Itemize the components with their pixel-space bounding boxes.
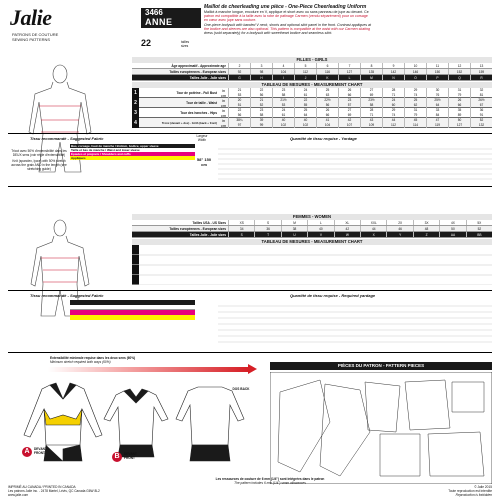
bust-label: Tour de poitrine - Full Bust xyxy=(176,91,217,95)
age-cell: 3 xyxy=(250,63,272,68)
women-eu-size-cell: 40 xyxy=(307,226,333,231)
hips-cm-cell: 58 xyxy=(250,113,272,118)
bust-in-cell: 26 xyxy=(338,88,360,93)
hips-in-cell: 26 xyxy=(316,108,338,113)
back-view-label: DOS BACK xyxy=(232,387,250,391)
girth-cm-cell: 102 xyxy=(294,123,316,128)
bust-cm-cell: 61 xyxy=(294,93,316,98)
sizes-fr: tailles xyxy=(181,40,190,44)
badge-3: 3 xyxy=(132,108,139,118)
girth-in-cell: 50 xyxy=(448,118,470,123)
jalie-size-cell: G xyxy=(228,75,250,80)
bust-cm-cell: 66 xyxy=(338,93,360,98)
jalie-size-cell: I xyxy=(272,75,294,80)
eu-size-cell: 159 xyxy=(470,69,492,74)
us-size-cell: XL xyxy=(334,220,360,225)
eu-size-cell: 135 xyxy=(360,69,382,74)
women-eu-size-cell: 38 xyxy=(281,226,307,231)
girth-in-cell: 39 xyxy=(250,118,272,123)
footer-url[interactable]: www.jalie.com xyxy=(8,493,29,497)
women-fabric-list xyxy=(70,300,195,320)
hips-in-cell: 23 xyxy=(250,108,272,113)
women-jalie-size-cell: AA xyxy=(439,232,465,237)
waist-cm-cell: 60 xyxy=(382,103,404,108)
view-b-caption xyxy=(124,453,137,460)
girls-measurements xyxy=(132,88,492,128)
age-cell: 8 xyxy=(360,63,382,68)
hips-in-cell: 28 xyxy=(360,108,382,113)
stretch-arrow-icon xyxy=(248,364,257,374)
bust-in-cell: 23 xyxy=(272,88,294,93)
hips-label: Tour des hanches - Hips xyxy=(180,111,217,115)
waist-in-cell: 25½ xyxy=(426,98,448,103)
hips-cm-cell: 64 xyxy=(294,113,316,118)
jalie-size-cell: N xyxy=(382,75,404,80)
jalie-size-cell: R xyxy=(470,75,492,80)
women-yardage-grid xyxy=(218,300,492,348)
women-jalie-size-cell: S xyxy=(228,232,254,237)
hips-in-cell: 27 xyxy=(338,108,360,113)
waist-in-cell: 21 xyxy=(250,98,272,103)
bust-in-cell: 28 xyxy=(382,88,404,93)
us-label: Tailles USA - US Sizes xyxy=(192,221,226,225)
girth-cm-cell: 127 xyxy=(448,123,470,128)
waist-cm-cell: 52 xyxy=(250,103,272,108)
brand-subtitle xyxy=(12,32,58,42)
girls-size-table xyxy=(132,63,492,81)
us-size-cell: XXL xyxy=(360,220,386,225)
girth-in-cell: 44 xyxy=(382,118,404,123)
desc-fr-3: en cœur avec jupe sans couture. xyxy=(204,18,257,23)
waist-in-cell: 23 xyxy=(338,98,360,103)
waist-cm-cell: 56 xyxy=(316,103,338,108)
waist-in-cell: 22 xyxy=(294,98,316,103)
view-a-badge: A xyxy=(22,447,32,457)
girth-in-cell: 45 xyxy=(404,118,426,123)
girth-cm-cell: 109 xyxy=(360,123,382,128)
women-jalie-row xyxy=(132,232,492,238)
pattern-title: Maillot de cheerleading une pièce - One-Piece Cheerleading Uniform xyxy=(204,4,367,10)
stretch-en: Minimum stretch required both ways (60%) xyxy=(50,360,111,364)
girth-cm-cell: 107 xyxy=(338,123,360,128)
women-measure-grid xyxy=(132,245,492,285)
footer-right xyxy=(390,485,492,497)
age-cells xyxy=(228,63,492,68)
waist-cm-cell: 66 xyxy=(448,103,470,108)
waist-in-cell: 22½ xyxy=(316,98,338,103)
age-cell: 7 xyxy=(338,63,360,68)
waist-cm-cell: 64 xyxy=(426,103,448,108)
bust-cm-cell: 71 xyxy=(382,93,404,98)
girth-in-cell: 40 xyxy=(294,118,316,123)
footer-forbidden-fr: Toute reproduction est interdite xyxy=(448,489,492,493)
eu-size-cell: 127 xyxy=(338,69,360,74)
girls-width-header: Largeur Width xyxy=(196,134,208,142)
hips-in-cell: 29 xyxy=(382,108,404,113)
women-chart-band: TABLEAU DE MESURES - MEASUREMENT CHART xyxy=(132,239,492,245)
bust-cm-cell: 56 xyxy=(250,93,272,98)
hips-in-cell: 22 xyxy=(228,108,250,113)
girls-chart-band: TABLEAU DE MESURES - MEASUREMENT CHART xyxy=(132,82,492,88)
girls-jalie-row xyxy=(132,75,492,81)
view-b-en: FRONT xyxy=(124,455,135,460)
waist-values xyxy=(228,98,492,107)
women-jalie-size-cell: V xyxy=(307,232,333,237)
us-size-cell: M xyxy=(281,220,307,225)
view-b-badge: B xyxy=(112,452,122,462)
waist-cm-cell: 57 xyxy=(338,103,360,108)
desc-en-1: One-piece bodysuit with banded V neck, shorts and optional skirt panel in the front. Contrast appliques at xyxy=(204,22,372,27)
divider xyxy=(8,133,492,134)
waist-cm-cell: 55 xyxy=(294,103,316,108)
bust-in-cell: 27 xyxy=(360,88,382,93)
women-jalie-cells xyxy=(228,232,492,237)
women-jalie-size-cell: Y xyxy=(386,232,412,237)
pattern-pieces-diagram xyxy=(270,372,492,484)
girth-label: Tronc (devant + dos) - Girth (back + front) xyxy=(161,121,217,125)
pattern-name: ANNE xyxy=(145,17,173,27)
girth-in-cell: 41 xyxy=(316,118,338,123)
girth-in-cell: 47 xyxy=(426,118,448,123)
desc-en-2: the bodice and sleeves are also optional. This pattern is compatible at the waist with our Carmen skating xyxy=(204,26,371,31)
women-yardage-header: Quantité de tissu requise - Required yardage xyxy=(290,293,376,298)
desc-fr-2: patron est compatible à la taille avec la robe de patinage Carmen (vendu séparément) pour un corsage xyxy=(204,14,368,19)
women-jalie-size-cell: BB xyxy=(466,232,492,237)
girth-cm-cell: 112 xyxy=(382,123,404,128)
badge-4: 4 xyxy=(132,118,139,128)
girls-fabric-header: Tissu recommandé - Suggested Fabric xyxy=(30,136,104,141)
sizes-en: sizes xyxy=(181,44,189,48)
eu-size-cell: 142 xyxy=(382,69,404,74)
footer-left xyxy=(8,485,100,497)
waist-cm-cell: 67 xyxy=(470,103,492,108)
bust-cm-cell: 81 xyxy=(470,93,492,98)
hips-cm-cell: 84 xyxy=(426,113,448,118)
desc-fr-1: Maillot à manche longue, encolure en V, applique et short avec ou sans panneau de jupe au devant. Ce xyxy=(204,10,369,14)
size-count-label xyxy=(181,40,189,48)
women-eu-size-cell: 44 xyxy=(360,226,386,231)
girth-in-cell: 38¼ xyxy=(228,118,250,123)
brand-subtitle-en: SEWING PATTERNS xyxy=(12,37,51,42)
waist-in-cell: 20 xyxy=(228,98,250,103)
girls-width-value: 58" 150 cm xyxy=(196,157,212,167)
jalie-size-cell: L xyxy=(338,75,360,80)
jalie-size-cell: Q xyxy=(448,75,470,80)
fabric-desc-fr: Tricot avec 50% d'extensibilité dans les DEUX sens (voir règle d'extensibilité) xyxy=(11,149,67,157)
waist-in-cell: 25 xyxy=(404,98,426,103)
girth-values xyxy=(228,118,492,127)
women-size-table xyxy=(132,220,492,238)
us-size-cell: 3X xyxy=(413,220,439,225)
eu-size-cell: 146 xyxy=(404,69,426,74)
waist-in-cell: 23½ xyxy=(360,98,382,103)
jalie-size-cell: H xyxy=(250,75,272,80)
us-size-cell: 2X xyxy=(386,220,412,225)
hips-in-cell: 31 xyxy=(404,108,426,113)
waist-cm-cell: 58 xyxy=(360,103,382,108)
age-cell: 13 xyxy=(470,63,492,68)
girth-cm xyxy=(228,123,492,128)
hips-values xyxy=(228,108,492,117)
bust-values xyxy=(228,88,492,97)
view-a-en: FRONT xyxy=(34,450,45,455)
us-size-cell: S xyxy=(254,220,280,225)
girth-cm-cell: 102 xyxy=(272,123,294,128)
size-count: 22 xyxy=(141,38,152,48)
waist-cm-cell: 62 xyxy=(404,103,426,108)
bust-in-cell: 29 xyxy=(404,88,426,93)
footer-forbidden-en: Reproduction is forbidden xyxy=(455,493,492,497)
age-label: Âge approximatif - Approximate age xyxy=(171,64,226,68)
bust-cm-cell: 69 xyxy=(360,93,382,98)
age-cell: 2 xyxy=(228,63,250,68)
hips-in-cell: 33 xyxy=(426,108,448,113)
measure-girth-row xyxy=(132,118,492,128)
hips-cm-cell: 91 xyxy=(470,113,492,118)
unit-col: in cm xyxy=(220,88,227,98)
divider xyxy=(8,290,492,291)
girth-cm-cell: 119 xyxy=(426,123,448,128)
women-eu-size-cell: 46 xyxy=(386,226,412,231)
view-a-caption xyxy=(34,448,47,455)
brand-logo: Jalie xyxy=(10,5,52,30)
jalie-size-cell: O xyxy=(404,75,426,80)
jalie-size-cell: K xyxy=(316,75,338,80)
women-jalie-size-cell: W xyxy=(334,232,360,237)
women-eu-size-cell: 52 xyxy=(466,226,492,231)
age-cell: 6 xyxy=(316,63,338,68)
unit-col: in cm xyxy=(220,118,227,128)
hips-in-cell: 36 xyxy=(470,108,492,113)
hips-cm-cell: 71 xyxy=(360,113,382,118)
bust-in-cell: 25 xyxy=(316,88,338,93)
hips-in-cell: 25 xyxy=(294,108,316,113)
pattern-number: 3466 xyxy=(145,8,163,17)
us-size-cell: 4X xyxy=(439,220,465,225)
women-jalie-size-cell: U xyxy=(281,232,307,237)
girth-cm-cell: 104 xyxy=(316,123,338,128)
girth-cm-cell: 97 xyxy=(228,123,250,128)
hips-cm-cell: 56 xyxy=(228,113,250,118)
jalie-size-cell: M xyxy=(360,75,382,80)
women-jalie-size-cell: Z xyxy=(413,232,439,237)
women-eu-cells xyxy=(228,226,492,231)
bust-in-cell: 22 xyxy=(250,88,272,93)
girth-in-cell: 52 xyxy=(470,118,492,123)
age-cell: 5 xyxy=(294,63,316,68)
allowance-en: The pattern includes 6 mm (1/4") seam allowances xyxy=(234,481,306,485)
hips-in-cell: 24 xyxy=(272,108,294,113)
footer-copyright: © Jalie 2015 xyxy=(474,485,492,489)
jalie-cells xyxy=(228,75,492,80)
girls-fabric-desc xyxy=(10,150,68,171)
bust-cm-cell: 53 xyxy=(228,93,250,98)
fabric-shoulders: Épaules et poignets / Shoulders and cuffs xyxy=(70,152,195,156)
women-eu-size-cell: 50 xyxy=(439,226,465,231)
hips-cm-cell: 69 xyxy=(338,113,360,118)
footer-address: Les patrons Jalie inc. - 2478 Martel, Lévis, QC Canada G6W 8L2 xyxy=(8,489,100,493)
girls-yardage-grid xyxy=(218,144,492,184)
girth-cm-cell: 114 xyxy=(404,123,426,128)
women-eu-size-cell: 36 xyxy=(254,226,280,231)
measure-hips-row xyxy=(132,108,492,118)
unit-col: in cm xyxy=(220,98,227,108)
us-cells xyxy=(228,220,492,225)
bust-in-cell: 30 xyxy=(426,88,448,93)
girth-in-cell: 42 xyxy=(338,118,360,123)
us-size-cell: XS xyxy=(228,220,254,225)
women-eu-size-cell: 34 xyxy=(228,226,254,231)
badge-2: 2 xyxy=(132,98,139,108)
waist-label: Tour de taille - Waist xyxy=(186,101,217,105)
desc-en-3: dress (sold separately) for a bodysuit with sweetheart bodice and seamless skirt. xyxy=(204,31,333,36)
women-eu-size-cell: 48 xyxy=(413,226,439,231)
fabric-desc-en: Knit (spandex, lycra) with 50% stretch across the grain AND in the length (see stretching guide) xyxy=(11,159,67,171)
hips-in-cell: 35 xyxy=(448,108,470,113)
girth-in-cell: 40 xyxy=(272,118,294,123)
fabric-waist: Taille et bas de manche / Waist and lower sleeve xyxy=(70,148,195,152)
bust-in-cell: 32 xyxy=(470,88,492,93)
women-jalie-size-cell: X xyxy=(360,232,386,237)
bust-cm-cell: 63 xyxy=(316,93,338,98)
divider xyxy=(8,186,492,187)
eu-size-cell: 104 xyxy=(272,69,294,74)
girls-fabric-list xyxy=(70,144,195,160)
pattern-pieces-header: PIÈCES DU PATRON - PATTERN PIECES xyxy=(270,362,492,370)
age-cell: 11 xyxy=(426,63,448,68)
fabric-appliques: Appliqués xyxy=(70,156,195,160)
us-size-cell: L xyxy=(307,220,333,225)
divider xyxy=(8,352,492,353)
waist-in-cell: 24 xyxy=(382,98,404,103)
women-jalie-label: Tailles Jalie - Jalie sizes xyxy=(189,233,226,237)
women-band: FEMMES - WOMEN xyxy=(132,214,492,220)
bust-in-cell: 31 xyxy=(448,88,470,93)
age-cell: 4 xyxy=(272,63,294,68)
age-cell: 12 xyxy=(448,63,470,68)
stretch-fr: Extensibilité minimale requise dans les deux sens (60%) xyxy=(50,356,136,360)
eu-size-cell: 92 xyxy=(228,69,250,74)
eu-label: Tailles européennes - European sizes xyxy=(169,70,226,74)
women-fabric-header: Tissu recommandé - Suggested Fabric xyxy=(30,293,104,298)
women-jalie-size-cell: T xyxy=(254,232,280,237)
waist-in-cell: 26 xyxy=(448,98,470,103)
eu-size-cell: 150 xyxy=(426,69,448,74)
girth-cm-cell: 132 xyxy=(470,123,492,128)
women-eu-label: Tailles européennes - European sizes xyxy=(169,227,226,231)
measure-waist-row xyxy=(132,98,492,108)
pattern-description xyxy=(204,4,492,35)
unit-col: in cm xyxy=(220,108,227,118)
bust-cm-cell: 76 xyxy=(426,93,448,98)
eu-size-cell: 98 xyxy=(250,69,272,74)
eu-size-cell: 116 xyxy=(316,69,338,74)
view-b-fr: DEVANT xyxy=(124,452,137,456)
allowance-fr: Les ressources de couture de 6 mm (1/4") sont intégrées dans le patron xyxy=(215,477,325,481)
hips-cm-cell: 79 xyxy=(404,113,426,118)
jalie-size-cell: J xyxy=(294,75,316,80)
jalie-size-cell: P xyxy=(426,75,448,80)
waist-cm-cell: 53 xyxy=(272,103,294,108)
bust-in-cell: 24 xyxy=(294,88,316,93)
waist-cm-cell: 51 xyxy=(228,103,250,108)
girls-yardage-header: Quantité de tissu requise - Yardage xyxy=(290,136,357,141)
w-fabric-appliques xyxy=(70,315,195,320)
waist-in-cell: 21½ xyxy=(272,98,294,103)
girls-band: FILLES - GIRLS xyxy=(132,57,492,63)
fabric-bottom: Bas, corsage, haut de manche / Bottom, bodice, upper sleeve xyxy=(70,144,195,148)
jalie-label: Tailles Jalie - Jalie sizes xyxy=(189,76,226,80)
hips-cm-cell: 74 xyxy=(382,113,404,118)
measure-bust-row xyxy=(132,88,492,98)
footer-printed: IMPRIMÉ AU CANADA / PRINTED IN CANADA xyxy=(8,485,76,489)
girth-in-cell: 43 xyxy=(360,118,382,123)
girth-cm-cell: 99 xyxy=(250,123,272,128)
brand-subtitle-fr: PATRONS DE COUTURE xyxy=(12,32,59,37)
us-size-cell: 5X xyxy=(466,220,492,225)
age-cell: 9 xyxy=(382,63,404,68)
hips-cm-cell: 61 xyxy=(272,113,294,118)
bust-cm-cell: 74 xyxy=(404,93,426,98)
eu-size-cell: 112 xyxy=(294,69,316,74)
bust-cm-cell: 58 xyxy=(272,93,294,98)
eu-cells xyxy=(228,69,492,74)
bust-cm-cell: 79 xyxy=(448,93,470,98)
hips-cm-cell: 89 xyxy=(448,113,470,118)
eu-size-cell: 152 xyxy=(448,69,470,74)
stretch-gauge xyxy=(48,367,248,372)
waist-in-cell: 26½ xyxy=(470,98,492,103)
view-a-fr: DEVANT xyxy=(34,447,47,451)
badge-1: 1 xyxy=(132,88,139,98)
pattern-code-box xyxy=(141,8,201,28)
bust-in-cell: 21 xyxy=(228,88,250,93)
women-eu-size-cell: 42 xyxy=(334,226,360,231)
hips-cm-cell: 66 xyxy=(316,113,338,118)
age-cell: 10 xyxy=(404,63,426,68)
